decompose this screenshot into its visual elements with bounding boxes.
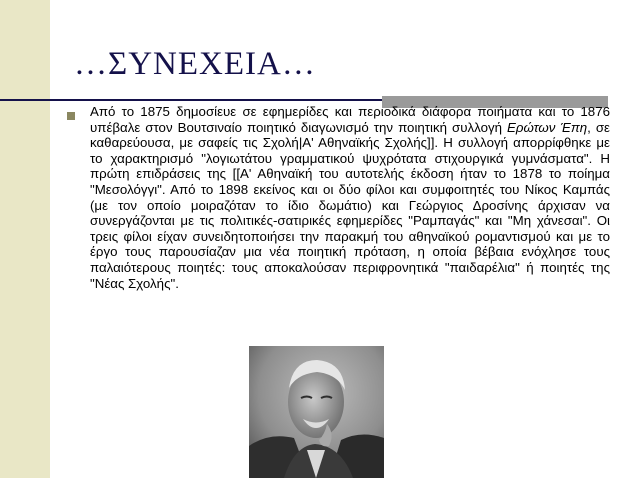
slide-sidebar bbox=[0, 0, 50, 478]
portrait-photo bbox=[249, 346, 384, 478]
paragraph-part-2: , σε καθαρεύουσα, με σαφείς τις Σχολή|Α' Αθηναϊκής Σχολής]]. Η συλλογή απορρίφθηκε με το χαρακτηρισμό "λογιωτάτου γραμματικού ψυχρότατα στιχουργικά γυμνάσματα". Η πρώτη επιδράσεις της [[Α' Αθηναϊκή του αυτοτελής έκδοση ήταν το 1878 το ποίημα "Μεσολόγγι". Από το 1898 εκείνος και οι δύο φίλοι και συμφοιτητές του Νίκος Καμπάς (με τον οποίο μοιραζόταν το ίδιο δωμάτιο) και Γεώργιος Δροσίνης άρχισαν να συνεργάζονται με τις πολιτικές-σατιρικές εφημερίδες "Ραμπαγάς" και "Μη χάνεσαι". Οι τρεις φίλοι είχαν συνειδητοποιήσει την παρακμή του αθηναϊκού ρομαντισμού και με το έργο τους παρουσίαζαν μια νέα ποιητική πρόταση, η οποία βέβαια ενόχλησε τους παλαιότερους ποιητές: τους αποκαλούσαν περιφρονητικά "παιδαρέλια" ή ποιητές της "Νέας Σχολής". bbox=[90, 119, 610, 291]
paragraph-part-1: Από το 1875 δημοσίευε σε εφημερίδες και περιοδικά διάφορα ποιήματα και το 1876 υπέβαλε στον Βουτσιναίο ποιητικό διαγωνισμό την ποιητική συλλογή bbox=[90, 104, 610, 135]
paragraph-italic-title: Ερώτων Έπη bbox=[507, 119, 588, 135]
title-underline bbox=[0, 99, 382, 101]
bullet-square-icon bbox=[67, 112, 75, 120]
body-paragraph bbox=[90, 104, 610, 291]
slide-title: …ΣΥΝΕΧΕΙΑ… bbox=[74, 46, 316, 82]
